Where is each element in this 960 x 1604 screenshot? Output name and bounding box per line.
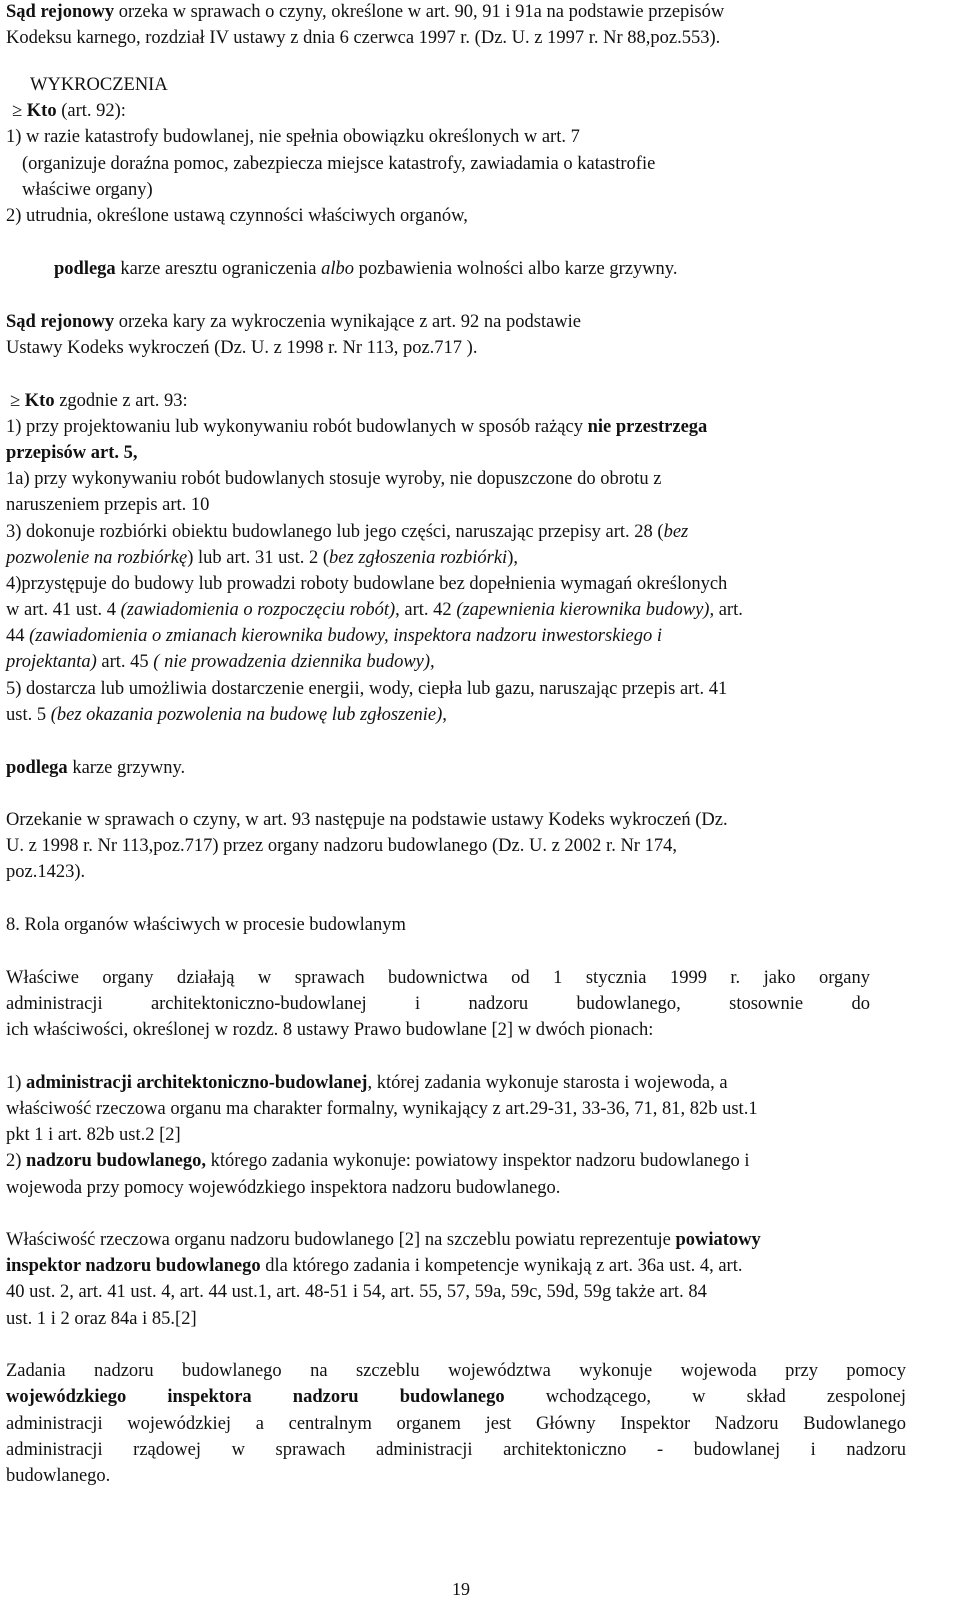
text-run: Sąd rejonowy	[6, 2, 115, 22]
text-run: przepisów art. 5,	[6, 443, 138, 463]
text-run: powiatowy	[675, 1230, 761, 1250]
text-run: inspektor nadzoru budowlanego	[6, 1256, 261, 1276]
text-line	[6, 1307, 197, 1331]
text-line	[10, 389, 188, 413]
text-line	[22, 152, 655, 176]
text-run: art. 45	[96, 652, 154, 672]
text-run: 8. Rola organów właściwych w procesie budowlanym	[6, 915, 406, 935]
text-run: Kto	[24, 391, 55, 411]
text-line	[6, 1018, 653, 1042]
text-line	[6, 808, 728, 832]
text-run: (organizuje doraźna pomoc, zabezpiecza miejsce katastrofy, zawiadamia o katastrofie	[22, 154, 656, 174]
text-run: ust. 5	[6, 705, 51, 725]
text-line	[6, 1359, 906, 1383]
text-line	[6, 1176, 560, 1200]
list-item	[6, 204, 468, 228]
text-run: (bez okazania pozwolenia na budowę lub zgłoszenie),	[50, 705, 447, 725]
list-item	[6, 1149, 750, 1173]
text-line	[6, 860, 85, 884]
text-run: właściwe organy)	[22, 180, 153, 200]
text-run: orzeka kary za wykroczenia wynikające z art. 92 na podstawie	[114, 312, 582, 332]
text-run: podlega	[6, 758, 68, 778]
text-run: zgodnie z art. 93:	[54, 391, 188, 411]
section-heading	[30, 73, 168, 97]
text-line	[22, 178, 153, 202]
text-run: administracji rządowej w sprawach administracji architektoniczno - budowlanej i nadzoru	[6, 1440, 906, 1460]
text-run: ich właściwości, określonej w rozdz. 8 ustawy Prawo budowlane [2] w dwóch pionach:	[6, 1020, 654, 1040]
text-run: bez	[663, 522, 689, 542]
text-line	[6, 1123, 181, 1147]
text-run: 3) dokonuje rozbiórki obiektu budowlanego lub jego części, naruszając przepisy art. 28 (	[6, 522, 664, 542]
text-run: (zawiadomienia o rozpoczęciu robót)	[120, 600, 396, 620]
text-run: administracji architektoniczno-budowlanej	[26, 1073, 368, 1093]
text-run: w art. 41 ust. 4	[6, 600, 121, 620]
text-run: (zapewnienia kierownika budowy),	[456, 600, 715, 620]
text-line	[6, 756, 185, 780]
text-run: podlega	[54, 259, 116, 279]
section-heading	[6, 913, 406, 937]
list-item	[6, 520, 688, 544]
text-run: którego zadania wykonuje: powiatowy inspektor nadzoru budowlanego i	[205, 1151, 750, 1171]
text-run: Orzekanie w sprawach o czyny, w art. 93 następuje na podstawie ustawy Kodeks wykroczeń (Dz.	[6, 810, 728, 830]
list-item	[6, 1071, 728, 1095]
text-run: albo	[321, 259, 355, 279]
text-line	[6, 598, 743, 622]
text-run: 40 ust. 2, art. 41 ust. 4, art. 44 ust.1, art. 48-51 i 54, art. 55, 57, 59a, 59c, 59d, 59g także art. 84	[6, 1282, 707, 1302]
text-line	[6, 650, 435, 674]
text-run: 1a) przy wykonywaniu robót budowlanych stosuje wyroby, nie dopuszczone do obrotu z	[6, 469, 662, 489]
text-run: (zawiadomienia o zmianach kierownika budowy, inspektora nadzoru inwestorskiego i	[29, 626, 663, 646]
text-run: karze grzywny.	[67, 758, 186, 778]
text-run: poz.1423).	[6, 862, 86, 882]
text-run: 44	[6, 626, 30, 646]
list-item	[6, 572, 727, 596]
text-run: wchodzącego, w skład zespolonej	[504, 1387, 906, 1407]
text-run: projektanta)	[6, 652, 97, 672]
text-line	[54, 257, 677, 281]
text-run: wojewoda przy pomocy wojewódzkiego inspektora nadzoru budowlanego.	[6, 1178, 561, 1198]
text-run: WYKROCZENIA	[30, 75, 168, 95]
text-run: ( nie prowadzenia dziennika budowy),	[153, 652, 435, 672]
text-run: bez zgłoszenia rozbiórki	[329, 548, 508, 568]
text-run: 4)przystępuje do budowy lub prowadzi roboty budowlane bez dopełnienia wymagań określonych	[6, 574, 728, 594]
text-run: , art. 42	[395, 600, 457, 620]
text-run: Ustawy Kodeks wykroczeń (Dz. U. z 1998 r. Nr 113, poz.717 ).	[6, 338, 478, 358]
text-run: Sąd rejonowy	[6, 312, 115, 332]
text-run: orzeka w sprawach o czyny, określone w art. 90, 91 i 91a na podstawie przepisów	[114, 2, 725, 22]
text-run: ),	[507, 548, 518, 568]
text-line	[6, 310, 581, 334]
text-line	[6, 624, 662, 648]
text-run: 1) przy projektowaniu lub wykonywaniu robót budowlanych w sposób rażący	[6, 417, 588, 437]
text-run: ust. 1 i 2 oraz 84a i 85.[2]	[6, 1309, 197, 1329]
text-line	[6, 1254, 742, 1278]
text-run: 2)	[6, 1151, 27, 1171]
list-item	[6, 677, 727, 701]
text-line	[6, 1438, 906, 1462]
text-line	[6, 1385, 906, 1409]
text-line	[6, 441, 138, 465]
text-line	[6, 1097, 758, 1121]
text-line	[6, 834, 677, 858]
text-run: właściwość rzeczowa organu ma charakter formalny, wynikający z art.29-31, 33-36, 71, 81, 82b ust.1	[6, 1099, 758, 1119]
page-number: 19	[452, 1579, 470, 1599]
text-line	[6, 0, 724, 24]
text-run: 1) w razie katastrofy budowlanej, nie spełnia obowiązku określonych w art. 7	[6, 127, 580, 147]
text-run: naruszeniem przepis art. 10	[6, 495, 210, 515]
text-run: pozbawienia wolności albo karze grzywny.	[354, 259, 678, 279]
text-run: 2) utrudnia, określone ustawą czynności właściwych organów,	[6, 206, 468, 226]
text-line	[6, 1228, 761, 1252]
text-run: pkt 1 i art. 82b ust.2 [2]	[6, 1125, 181, 1145]
text-run: (art. 92):	[56, 101, 126, 121]
text-run: Kto	[26, 101, 57, 121]
text-run: U. z 1998 r. Nr 113,poz.717) przez organy nadzoru budowlanego (Dz. U. z 2002 r. Nr 174,	[6, 836, 677, 856]
text-run: 1)	[6, 1073, 27, 1093]
text-line	[6, 966, 870, 990]
text-run: ≥	[12, 101, 27, 121]
text-run: art.	[714, 600, 743, 620]
text-line	[6, 336, 477, 360]
text-run: administracji wojewódzkiej a centralnym organem jest Główny Inspektor Nadzoru Budowlanego	[6, 1414, 906, 1434]
text-run: ) lub art. 31 ust. 2 (	[187, 548, 330, 568]
text-run: administracji architektoniczno-budowlanej i nadzoru budowlanego, stosownie do	[6, 994, 870, 1014]
text-line	[6, 26, 720, 50]
text-run: Zadania nadzoru budowlanego na szczeblu województwa wykonuje wojewoda przy pomocy	[6, 1361, 906, 1381]
text-line	[6, 493, 209, 517]
text-run: Kodeksu karnego, rozdział IV ustawy z dnia 6 czerwca 1997 r. (Dz. U. z 1997 r. Nr 88,poz.553).	[6, 28, 721, 48]
text-run: , której zadania wykonuje starosta i wojewoda, a	[367, 1073, 728, 1093]
text-run: wojewódzkiego inspektora nadzoru budowlanego	[6, 1387, 505, 1407]
text-line	[12, 99, 126, 123]
text-line	[6, 1464, 110, 1488]
list-item	[6, 125, 580, 149]
text-line	[6, 992, 870, 1016]
text-run: karze aresztu ograniczenia	[115, 259, 322, 279]
text-line	[6, 1280, 707, 1304]
text-run: budowlanego.	[6, 1466, 111, 1486]
text-line	[6, 703, 447, 727]
list-item	[6, 467, 661, 491]
text-run: nie przestrzega	[587, 417, 708, 437]
list-item	[6, 415, 707, 439]
text-run: ≥	[10, 391, 25, 411]
text-run: Właściwe organy działają w sprawach budownictwa od 1 stycznia 1999 r. jako organy	[6, 968, 870, 988]
text-run: dla którego zadania i kompetencje wynikają z art. 36a ust. 4, art.	[260, 1256, 743, 1276]
text-line	[6, 546, 518, 570]
text-run: Właściwość rzeczowa organu nadzoru budowlanego [2] na szczeblu powiatu reprezentuje	[6, 1230, 676, 1250]
text-run: 5) dostarcza lub umożliwia dostarczenie energii, wody, ciepła lub gazu, naruszając przepis art. 41	[6, 679, 728, 699]
text-line	[6, 1412, 906, 1436]
text-run: nadzoru budowlanego,	[26, 1151, 206, 1171]
text-run: pozwolenie na rozbiórkę	[6, 548, 188, 568]
